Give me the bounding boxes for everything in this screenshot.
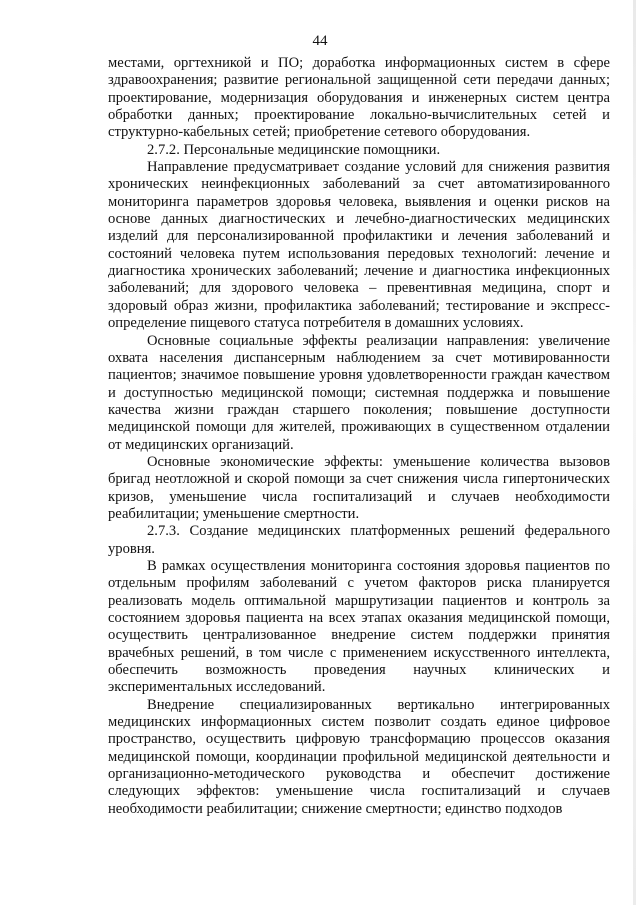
paragraph-direction-description: Направление предусматривает создание условий для снижения развития хронических неинфекционных заболеваний за счет автоматизированного мониторинга параметров здоровья человека, выявления и оценки рисков на основе данных диагностических и лечебно-диагностических медицинских изделий для персонализированной профилактики и лечения заболеваний и состояний человека путем использования передовых технологий: лечение и диагностика хронических заболеваний; лечение и диагностика инфекционных заболеваний; для здорового человека – превентивная медицина, спорт и здоровый образ жизни, профилактика заболеваний; тестирование и экспресс-определение пищевого статуса потребителя в домашних условиях. xyxy=(108,159,610,332)
section-heading-2-7-3: 2.7.3. Создание медицинских платформенных решений федерального уровня. xyxy=(108,523,610,557)
paragraph-social-effects: Основные социальные эффекты реализации направления: увеличение охвата населения диспансерным наблюдением за счет мотивированности пациентов; значимое повышение уровня удовлетворенности граждан качеством и доступностью медицинской помощи; системная поддержка и повышение качества жизни граждан старшего поколения; повышение доступности медицинской помощи для жителей, проживающих в существенном отдалении от медицинских организаций. xyxy=(108,332,610,453)
section-heading-2-7-2: 2.7.2. Персональные медицинские помощники. xyxy=(147,141,441,158)
paragraph-continuation: местами, оргтехникой и ПО; доработка информационных систем в сфере здравоохранения; развитие региональной защищенной сети передачи данных; проектирование, модернизация оборудования и инженерных систем центра обработки данных; проектирование локально-вычислительных сетей и структурно-кабельных сетей; приобретение сетевого оборудования. xyxy=(108,55,610,141)
paragraph-economic-effects: Основные экономические эффекты: уменьшение количества вызовов бригад неотложной и скорой помощи за счет снижения числа гипертонических кризов, уменьшение числа госпитализаций и случаев необходимости реабилитации; уменьшение смертности. xyxy=(108,453,610,522)
scan-edge-shadow xyxy=(633,0,636,905)
page-number: 44 xyxy=(312,33,328,49)
paragraph-implementation: Внедрение специализированных вертикально интегрированных медицинских информационных систем позволит создать единое цифровое пространство, осуществить цифровую трансформацию процессов оказания медицинской помощи, координации профильной медицинской деятельности и организационно-методического руководства и обеспечит достижение следующих эффектов: уменьшение числа госпитализаций и случаев необходимости реабилитации; снижение смертности; единство подходов xyxy=(108,696,610,817)
paragraph-monitoring: В рамках осуществления мониторинга состояния здоровья пациентов по отдельным профилям заболеваний с учетом факторов риска планируется реализовать модель оптимальной маршрутизации пациентов и контроль за состоянием здоровья пациента на всех этапах оказания медицинской помощи, осуществить централизованное внедрение систем поддержки принятия врачебных решений, в том числе с применением искусственного интеллекта, обеспечить возможность проведения научных клинических и экспериментальных исследований. xyxy=(108,557,610,696)
document-body xyxy=(108,55,610,818)
